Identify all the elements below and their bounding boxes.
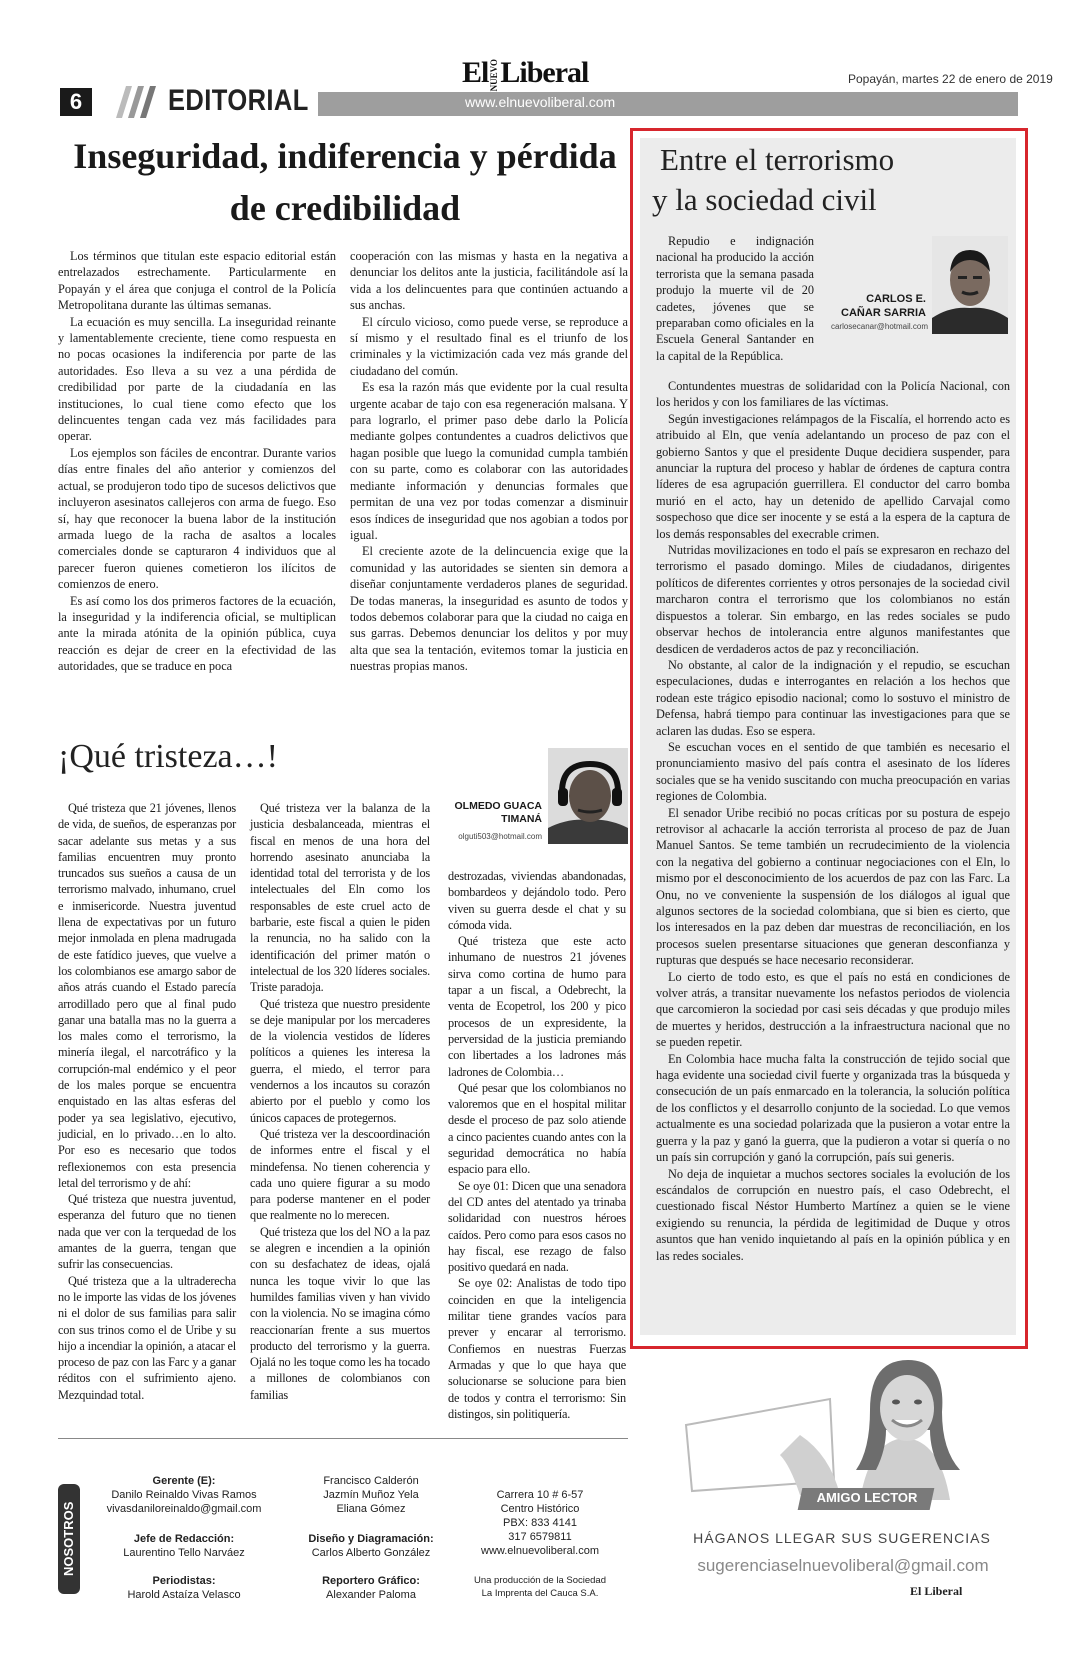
paragraph: Se oye 01: Dicen que una senadora del CD antes del atentado ya trinaba solidaridad con nuestros héroes caídos. Pero como para esos casos no hay fiscal, ese rezago de falso positivo quedará en nada. — [448, 1178, 626, 1275]
phone-mobile: 317 6579811 — [508, 1531, 572, 1543]
paragraph: Según investigaciones relámpagos de la Fiscalía, el horrendo acto es atribuido al Eln, que venía adelantando un proceso de paz con el gobierno Santos y que el presidente Duque decidiera suspender, para anunciar la ruptura del proceso y hablar de órdenes de captura contra líderes de esa agrupación guerrillera. El conductor del carro bomba murió en el acto, hay un detenido de apellido Carvajal como sospechoso que dice ser inocente y se está a la espera de la captura de los demás responsables del execrable crimen. — [656, 411, 1010, 541]
author-portrait-icon — [932, 236, 1008, 334]
credit-label: Diseño y Diagramación: — [308, 1533, 434, 1545]
column-author-name — [446, 800, 542, 826]
credit-label: Gerente (E): — [152, 1475, 216, 1487]
credit-name: Harold Astaíza Velasco — [127, 1589, 241, 1601]
column-author-line-1: OLMEDO GUACA — [454, 800, 542, 812]
paragraph: Qué tristeza que nuestro presidente se deje manipular por los mercaderes de la violencia vestidos de líderes políticos a quienes les interesa la guerra, el miedo, el terror para vendernos a los incautos su corazón abierto por el pueblo y como los únicos capaces de protegernos. — [250, 996, 430, 1125]
paragraph: Se escuchan voces en el sentido de que también es necesario el pronunciamiento masivo del país contra el asesinato de los líderes sociales que se ha venido suscitando con mucha preocupación en varias regiones de Colombia. — [656, 739, 1010, 804]
opinion-lead — [656, 233, 814, 364]
logo-el: El — [462, 56, 489, 89]
column-author-line-2: TIMANÁ — [501, 813, 542, 825]
author-email[interactable]: carlosecanar@hotmail.com — [830, 322, 928, 331]
credit-production — [460, 1574, 620, 1600]
column-author-portrait-icon — [548, 748, 628, 844]
paragraph: Qué tristeza ver la descoordinación de informes entre el fiscal y el mindefensa. No tienen coherencia y cada uno quiere figurar a su modo para poderse mantener en el poder que realmente no lo merecen. — [250, 1126, 430, 1223]
paragraph: El creciente azote de la delincuencia exige que la comunidad y las autoridades se sienten sin demora a diseñar conjuntamente verdaderos planes de seguridad. De todas maneras, la inseguridad es asunto de todos y todos debemos colaborar para que la ciudad no caiga en sus garras. Debemos denunciar los delitos y por muy alta que sea la tentación, evitemos tomar la justicia en nuestras propias manos. — [350, 544, 628, 674]
credit-name: Carlos Alberto González — [311, 1547, 431, 1559]
column-title: ¡Qué tristeza…! — [58, 738, 278, 775]
footer-divider — [58, 1438, 628, 1439]
logo-liberal: Liberal — [500, 56, 589, 89]
opinion-title-line-1: Entre el terrorismo — [660, 142, 895, 177]
paragraph: Es así como los dos primeros factores de la ecuación, la inseguridad y la indiferencia oficial, se multiplican ante la mirada atónita de la opinión pública, cuya reacción es dejar de creer en la efectividad de las autoridades, que se traduce en poca — [58, 593, 336, 674]
credit-name: Alexander Paloma — [326, 1589, 416, 1601]
paragraph: No obstante, al calor de la indignación y el repudio, se escuchan especulaciones, dudas e interrogantes en relación a los hechos que rodean este trágico episodio nacional; como lo sostuvo el ministro de Defensa, habrá tiempo para continuar las investigaciones para que se aclaren las dudas. Eso se espera. — [656, 657, 1010, 738]
credit-label: Periodistas: — [152, 1575, 216, 1587]
phone-pbx: PBX: 833 4141 — [502, 1517, 577, 1529]
author-photo — [932, 236, 1008, 334]
production-line: La Imprenta del Cauca S.A. — [481, 1588, 599, 1599]
paragraph: Lo cierto de todo esto, es que el país no está en condiciones de volver atrás, a transitar nuevamente los nefastos periodos de violencia que carcomieron la sociedad por casi seis décadas y que produjo miles de muertes y heridos, destrucción a la infraestructura nacional que no se pueden repetir. — [656, 969, 1010, 1050]
paragraph: Se oye 02: Analistas de todo tipo coinciden en que la inteligencia militar tiene grandes vacíos para prever y encarar al terrorismo. Confiemos en nuestras Fuerzas Armadas y que lo que haya que solucionarse se solucione para bien de todos y contra el terrorismo: Sin distingos, sin politiquería. — [448, 1276, 626, 1421]
author-name — [820, 292, 926, 320]
ad-logo: El Liberal — [910, 1584, 963, 1598]
paragraph: Nutridas movilizaciones en todo el país se expresaron en rechazo del terrorismo el pasado domingo. Miles de ciudadanos, dirigentes políticos de diferentes corrientes y otros personajes de la sociedad civil marcharon contra el terrorismo que los colombianos no están dispuestos a tolerar. Sin embargo, en las redes sociales se pudo observar hechos de intolerancia entre algunos manifestantes que desdicen de verdaderos actos de paz y reconciliación. — [656, 543, 1010, 656]
dateline: Popayán, martes 22 de enero de 2019 — [848, 72, 1053, 86]
credit-gerente — [94, 1474, 274, 1516]
nosotros-label: NOSOTROS — [61, 1501, 76, 1577]
column-author-photo — [548, 748, 628, 844]
paragraph: Qué tristeza que este acto inhumano de nuestros 21 jóvenes sirva como cortina de humo para tapar a un fiscal, a Odebrecht, la venta de Ecopetrol, los 200 y pico procesos de un expresidente, la perversidad de la justicia premiando con libertades a los ladrones más ladrones de Colombia… — [448, 934, 626, 1079]
author-name-line-1: CARLOS E. — [866, 293, 926, 305]
section-slash-decoration — [106, 86, 156, 118]
credit-label: Reportero Gráfico: — [322, 1575, 420, 1587]
paragraph: cooperación con las mismas y hasta en la negativa a denunciar los delitos ante la justicia, facilitándole así la vida a los delincuentes para que continúen actuando a sus anchas. — [350, 249, 628, 313]
credit-name: Laurentino Tello Narváez — [123, 1547, 245, 1559]
credit-name: Jazmín Muñoz Yela — [323, 1489, 419, 1501]
paragraph: Qué tristeza que nuestra juventud, esperanza del futuro que no tienen nada que ver con la terquedad de los amantes de la guerra, tengan que sufrir las consecuencias. — [58, 1192, 236, 1272]
author-name-line-2: CAÑAR SARRIA — [841, 307, 926, 319]
credit-label: Jefe de Redacción: — [133, 1533, 235, 1545]
credit-name: Francisco Calderón — [323, 1475, 419, 1487]
paragraph: Qué tristeza ver la balanza de la justicia desbalanceada, mientras el fiscal en menos de una hora del horrendo asesinato anunciaba la identidad total del terrorista y de los intelectuales del Eln como los responsables de este cruel acto de barbarie, este fiscal a quien le piden la renuncia, no ha salido con la identificación del primer matón o intelectual de los 320 líderes sociales. Triste paradoja. — [250, 801, 430, 995]
production-line: Una producción de la Sociedad — [473, 1575, 607, 1586]
credit-periodistas — [94, 1574, 274, 1602]
column-text-2 — [250, 800, 430, 1403]
paragraph: Qué pesar que los colombianos no valoremos que en el hospital militar desde el proceso de paz solo atiende a cinco pacientes cuando antes con la seguridad democrática no había espacio para ello. — [448, 1080, 626, 1177]
paragraph: Qué tristeza que los del NO a la paz se alegren e incendien a la opinión con su desfachatez de ideas, ojalá nunca les toque vivir lo que las humildes familias viven y han vivido con la violencia. No se imagina cómo reaccionarían frente a sus muertos producto del terrorismo y la guerra. Ojalá no les toque como les ha tocado a millones de colombianos con familias — [250, 1224, 430, 1402]
credit-diseno — [276, 1532, 466, 1560]
credit-address — [460, 1488, 620, 1558]
footer-website[interactable]: www.elnuevoliberal.com — [481, 1545, 599, 1557]
editorial-column-2 — [350, 248, 628, 675]
address-line: Carrera 10 # 6-57 — [496, 1489, 584, 1501]
opinion-body — [656, 378, 1010, 1264]
logo-nuevo: NUEVO — [489, 58, 500, 92]
credit-reportero — [276, 1574, 466, 1602]
paragraph: Repudio e indignación nacional ha producido la acción terrorista que la semana pasada produjo la muerte vil de 20 cadetes, jóvenes que se preparaban como oficiales en la Escuela General Santander en la capital de la República. — [656, 234, 814, 363]
paragraph: En Colombia hace mucha falta la construcción de tejido social que haga evidente una sociedad civil fuerte y organizada tras la búsqueda y consecución de un país enmarcado en la tolerancia, la solución política de los conflictos y el desarrollo conjunto de la sociedad. Lo que vemos actualmente es una sociedad polarizada que la pusieron a votar entre la guerra y la paz y ganó la guerra, que la pudieron a votar si quería o no un país sin corrupción y ganó la corrupción, país sui generis. — [656, 1051, 1010, 1165]
column-author-email[interactable]: olguti503@hotmail.com — [458, 832, 542, 841]
paragraph: La ecuación es muy sencilla. La inseguridad reinante y lamentablemente creciente, tiene como respuesta en no pocas ocasiones la indiferencia por parte de las autoridades. Eso lleva a su vez a una pérdida de credibilidad por parte de la ciudadanía en las instituciones, lo cual tiene como efecto que los delincuentes tengan cada vez más facilidades para operar. — [58, 314, 336, 444]
paragraph: Contundentes muestras de solidaridad con la Policía Nacional, con los heridos y con los familiares de las víctimas. — [656, 379, 1010, 410]
paragraph: El senador Uribe recibió no pocas críticas por su postura de espejo retrovisor al achacarle la acción terrorista al proceso de paz de Juan Manuel Santos. Se teme también un recrudecimiento de la violencia con la negativa del gobierno a continuar negociaciones con el Eln, lo mismo por el desconocimiento de los acuerdos de paz con las Farc. La Onu, no ve conveniente la suspensión de los diálogos al igual que algunos sectores de la sociedad colombiana, que si bien es cierto, que los interesados en la paz deben dar muestras de reconciliación, en los procesos suelen presentarse situaciones que generan desconfianza y rupturas que después se hace necesario reconsiderar. — [656, 805, 1010, 968]
paragraph: No deja de inquietar a muchos sectores sociales la evolución de los escándalos de corrupción en nuestro país, el caso Odebrecht, el cuestionado fiscal Néstor Humberto Martínez a quien se le viene exigiendo su renuncia, la pérdida de legitimidad de Duque y otros asuntos que han venido inquietando al país en la opinión pública y en las redes sociales. — [656, 1166, 1010, 1263]
paragraph: Qué tristeza que a la ultraderecha no le importe las vidas de los jóvenes ni el dolor de sus familias para salir con sus trinos como el de Uribe y su hijo a incendiar la opinión, a atacar el proceso de paz con las Farc y a ganar réditos con el sufrimiento ajeno. Mezquindad total. — [58, 1273, 236, 1402]
paragraph: Qué tristeza que 21 jóvenes, llenos de vida, de sueños, de esperanzas por sacar adelante sus metas y a sus familias encuentren muy pronto truncados sus sueños a causa de un terrorismo malvado, inhumano, cruel e inmisericorde. Nuestra juventud llena de expectativas por un futuro mejor inmolada en plena madrugada de este fatídico jueves, que vuelve a los colombianos ese amargo sabor de años atrás cuando el Estado parecía arrodillado pero que al final pudo ganar una batalla mas no la guerra a los males como el terrorismo, la minería ilegal, el narcotráfico y la corrupción-mal endémico y el peor de los males porque se encuentra enquistado en las altas esferas del poder ya sea legislativo, ejecutivo, judicial, en lo privado…en lo alto. Por eso es necesario que todos reflexionemos con esta presencia letal del terrorismo y de ahí: — [58, 801, 236, 1190]
newspaper-logo — [462, 56, 588, 91]
ad-headline: HÁGANOS LLEGAR SUS SUGERENCIAS — [693, 1530, 991, 1546]
suggestion-card-icon — [680, 1395, 840, 1495]
editorial-title: Inseguridad, indiferencia y pérdida de credibilidad — [73, 136, 617, 228]
paragraph: Los ejemplos son fáciles de encontrar. Durante varios días entre finales del año anterior y comienzos del actual, se produjeron todo tipo de sucesos delictivos que incluyeron asesinatos callejeros con arma de fuego. Eso sí, hay que reconocer la buena labor de la institución armada luego de la racha de asaltos a locales comerciales donde se capturaron 4 individuos que al parecer fueron quienes cometieron los ilícitos de comienzos de enero. — [58, 445, 336, 592]
paragraph: Los términos que titulan este espacio editorial están entrelazados estrechamente. Particularmente en Popayán y el área que conjuga el control de la Policía Metropolitana durante las últimas semanas. — [58, 249, 336, 313]
credit-name: Eliana Gómez — [336, 1503, 406, 1515]
opinion-title — [652, 140, 1000, 220]
credit-staff — [276, 1474, 466, 1516]
ad-email[interactable]: sugerenciaselnuevoliberal@gmail.com — [697, 1556, 989, 1575]
opinion-title-line-2: y la sociedad civil — [652, 182, 877, 217]
paragraph: El círculo vicioso, como puede verse, se reproduce a sí mismo y el resultado final es el triunfo de los criminales y la victimización cada vez más grande del ciudadano del común. — [350, 314, 628, 378]
editorial-column-1 — [58, 248, 336, 675]
credit-name: Danilo Reinaldo Vivas Ramos — [111, 1489, 257, 1501]
credit-jefe-redaccion — [94, 1532, 274, 1560]
section-label: EDITORIAL — [168, 84, 309, 117]
header-bar — [318, 92, 1018, 116]
ad-banner-label: AMIGO LECTOR — [816, 1490, 918, 1505]
address-line: Centro Histórico — [500, 1503, 580, 1515]
credit-email[interactable]: vivasdaniloreinaldo@gmail.com — [106, 1503, 262, 1515]
site-url[interactable]: www.elnuevoliberal.com — [465, 94, 616, 110]
column-text-1 — [58, 800, 236, 1403]
woman-illustration-icon — [830, 1350, 980, 1500]
column-text-3 — [448, 868, 626, 1422]
page-number: 6 — [60, 88, 92, 116]
paragraph: destrozadas, viviendas abandonadas, bombardeos y dejándolo todo. Pero viven su guerra desde el chat y su cómoda vida. — [448, 869, 626, 932]
paragraph: Es esa la razón más que evidente por la cual resulta urgente acabar de tajo con esa regeneración malsana. Y para lograrlo, el primer paso debe darlo la Policía mediante golpes contundentes a cuadros delictivos que hagan posible que luego la comunidad cumpla también con su parte, como es colaborar con las autoridades mediante información y denuncias formales que permitan de una vez por todas comenzar a disminuir esos índices de inseguridad que nos agobian a todos por igual. — [350, 380, 628, 542]
